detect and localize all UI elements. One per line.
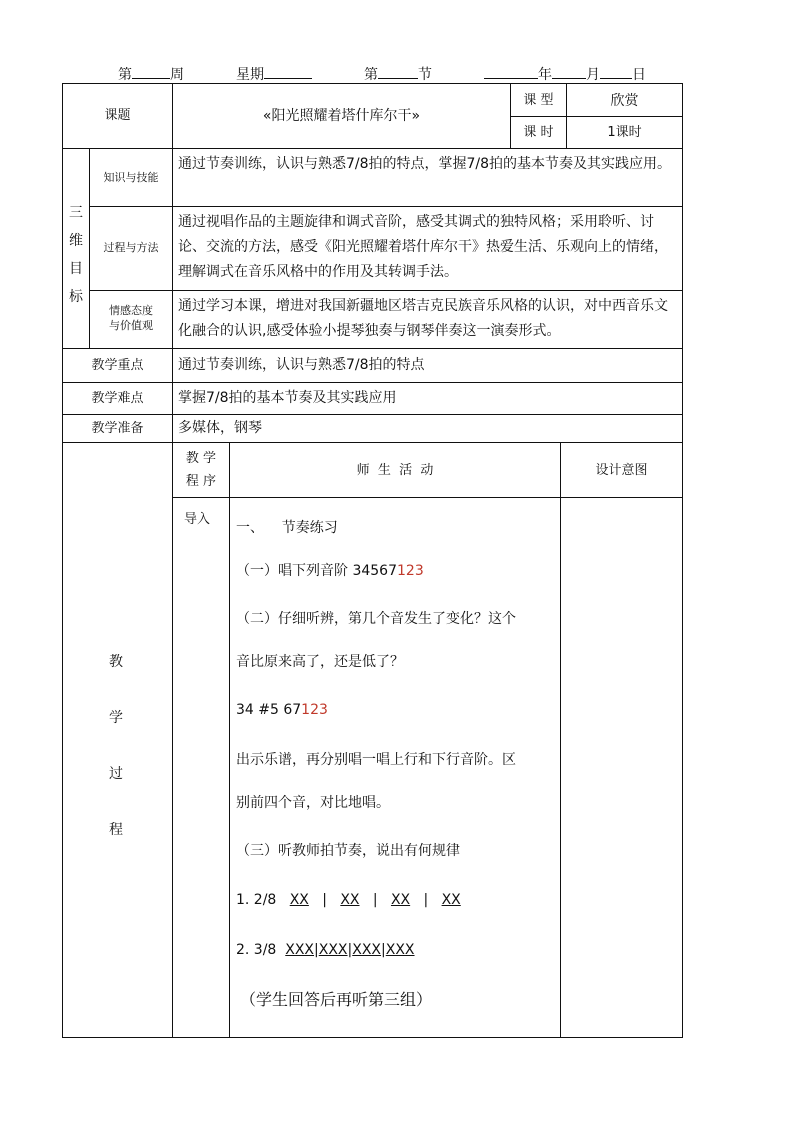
emotion-label-line2: 与价值观 (109, 319, 153, 332)
objectives-char: 维 (69, 233, 83, 249)
closing-note: （学生回答后再听第三组） (240, 990, 433, 1009)
rule (62, 348, 683, 349)
knowledge-label: 知识与技能 (103, 171, 159, 184)
key-point-label: 教学重点 (91, 358, 144, 373)
activity-header: 师 生 活 动 (356, 463, 434, 478)
rule (62, 1037, 683, 1038)
day-blank[interactable] (600, 64, 632, 79)
activity-item-3: （三）听教师拍节奏，说出有何规律 (236, 843, 460, 859)
rule (89, 290, 683, 291)
difficulty-label: 教学难点 (91, 391, 144, 406)
intent-header: 设计意图 (595, 463, 648, 478)
period-blank[interactable] (378, 64, 418, 79)
rule (510, 116, 683, 117)
show-score-line1: 出示乐谱，再分别唱一唱上行和下行音阶。区 (236, 752, 516, 768)
emotion-text: 通过学习本课，增进对我国新疆地区塔吉克民族音乐风格的认识，对中西音乐文化融合的认识,感受体验小提琴独奏与钢琴伴奏这一演奏形式。 (178, 298, 668, 339)
date-field: 年 月 日 (484, 64, 646, 84)
procedure-header-line1: 教 学 (185, 451, 217, 466)
difficulty-text: 掌握7/8拍的基本节奏及其实践应用 (178, 390, 397, 406)
activity-item-1: （一）唱下列音阶 34567123 (236, 563, 424, 579)
period-field: 第 节 (364, 64, 432, 84)
process-side-char: 过 (109, 766, 123, 782)
week-field: 第 周 (118, 64, 184, 84)
process-side-char: 教 (109, 654, 123, 670)
rule (229, 442, 230, 1038)
rule (89, 206, 683, 207)
month-blank[interactable] (552, 64, 586, 79)
rule (62, 442, 683, 443)
section-title: 一、 节奏练习 (236, 520, 338, 536)
topic-value: «阳光照耀着塔什库尔干» (262, 108, 421, 124)
rule (62, 382, 683, 383)
rule (172, 497, 683, 498)
type-value: 欣赏 (610, 93, 639, 109)
procedure-header-line2: 程 序 (185, 474, 217, 489)
activity-item-2-line1: （二）仔细听辨，第几个音发生了变化？这个 (236, 611, 516, 627)
process-side-char: 学 (109, 710, 123, 726)
activity-item-2-line2: 音比原来高了，还是低了？ (236, 654, 404, 670)
rule (62, 414, 683, 415)
rule (62, 83, 63, 1038)
objectives-char: 目 (69, 261, 83, 277)
objectives-char: 标 (69, 289, 83, 305)
rule (62, 148, 683, 149)
weekday-field: 星期 (236, 64, 312, 84)
emotion-label-line1: 情感态度 (109, 304, 153, 317)
rhythm-line-2: 2. 3/8 XXX|XXX|XXX|XXX (236, 942, 415, 958)
topic-label: 课题 (104, 108, 131, 123)
rhythm-line-1: 1. 2/8 XX | XX | XX | XX (236, 892, 461, 908)
show-score-line2: 别前四个音，对比地唱。 (236, 795, 390, 811)
process-text: 通过视唱作品的主题旋律和调式音阶，感受其调式的独特风格；采用聆听、讨论、交流的方法，感受《阳光照耀着塔什库尔干》热爱生活、乐观向上的情绪，理解调式在音乐风格中的作用及其转调手法。 (178, 214, 668, 280)
scale-line: 34 #5 67123 (236, 702, 328, 718)
step-intro-label: 导入 (184, 512, 211, 527)
preparation-text: 多媒体，钢琴 (178, 420, 262, 436)
hours-label: 课 时 (523, 125, 554, 140)
knowledge-text: 通过节奏训练，认识与熟悉7/8拍的特点，掌握7/8拍的基本节奏及其实践应用。 (178, 156, 672, 172)
rule (560, 442, 561, 1038)
weekday-blank[interactable] (264, 64, 312, 79)
year-blank[interactable] (484, 64, 538, 79)
process-side-char: 程 (109, 822, 123, 838)
rule (682, 83, 683, 1038)
rule (172, 83, 173, 1038)
hours-value: 1课时 (607, 125, 642, 140)
key-point-text: 通过节奏训练，认识与熟悉7/8拍的特点 (178, 357, 425, 373)
objectives-char: 三 (69, 205, 83, 221)
rule (62, 83, 683, 84)
week-blank[interactable] (132, 64, 170, 79)
preparation-label: 教学准备 (91, 421, 144, 436)
type-label: 课 型 (523, 93, 554, 108)
process-label: 过程与方法 (103, 241, 159, 254)
